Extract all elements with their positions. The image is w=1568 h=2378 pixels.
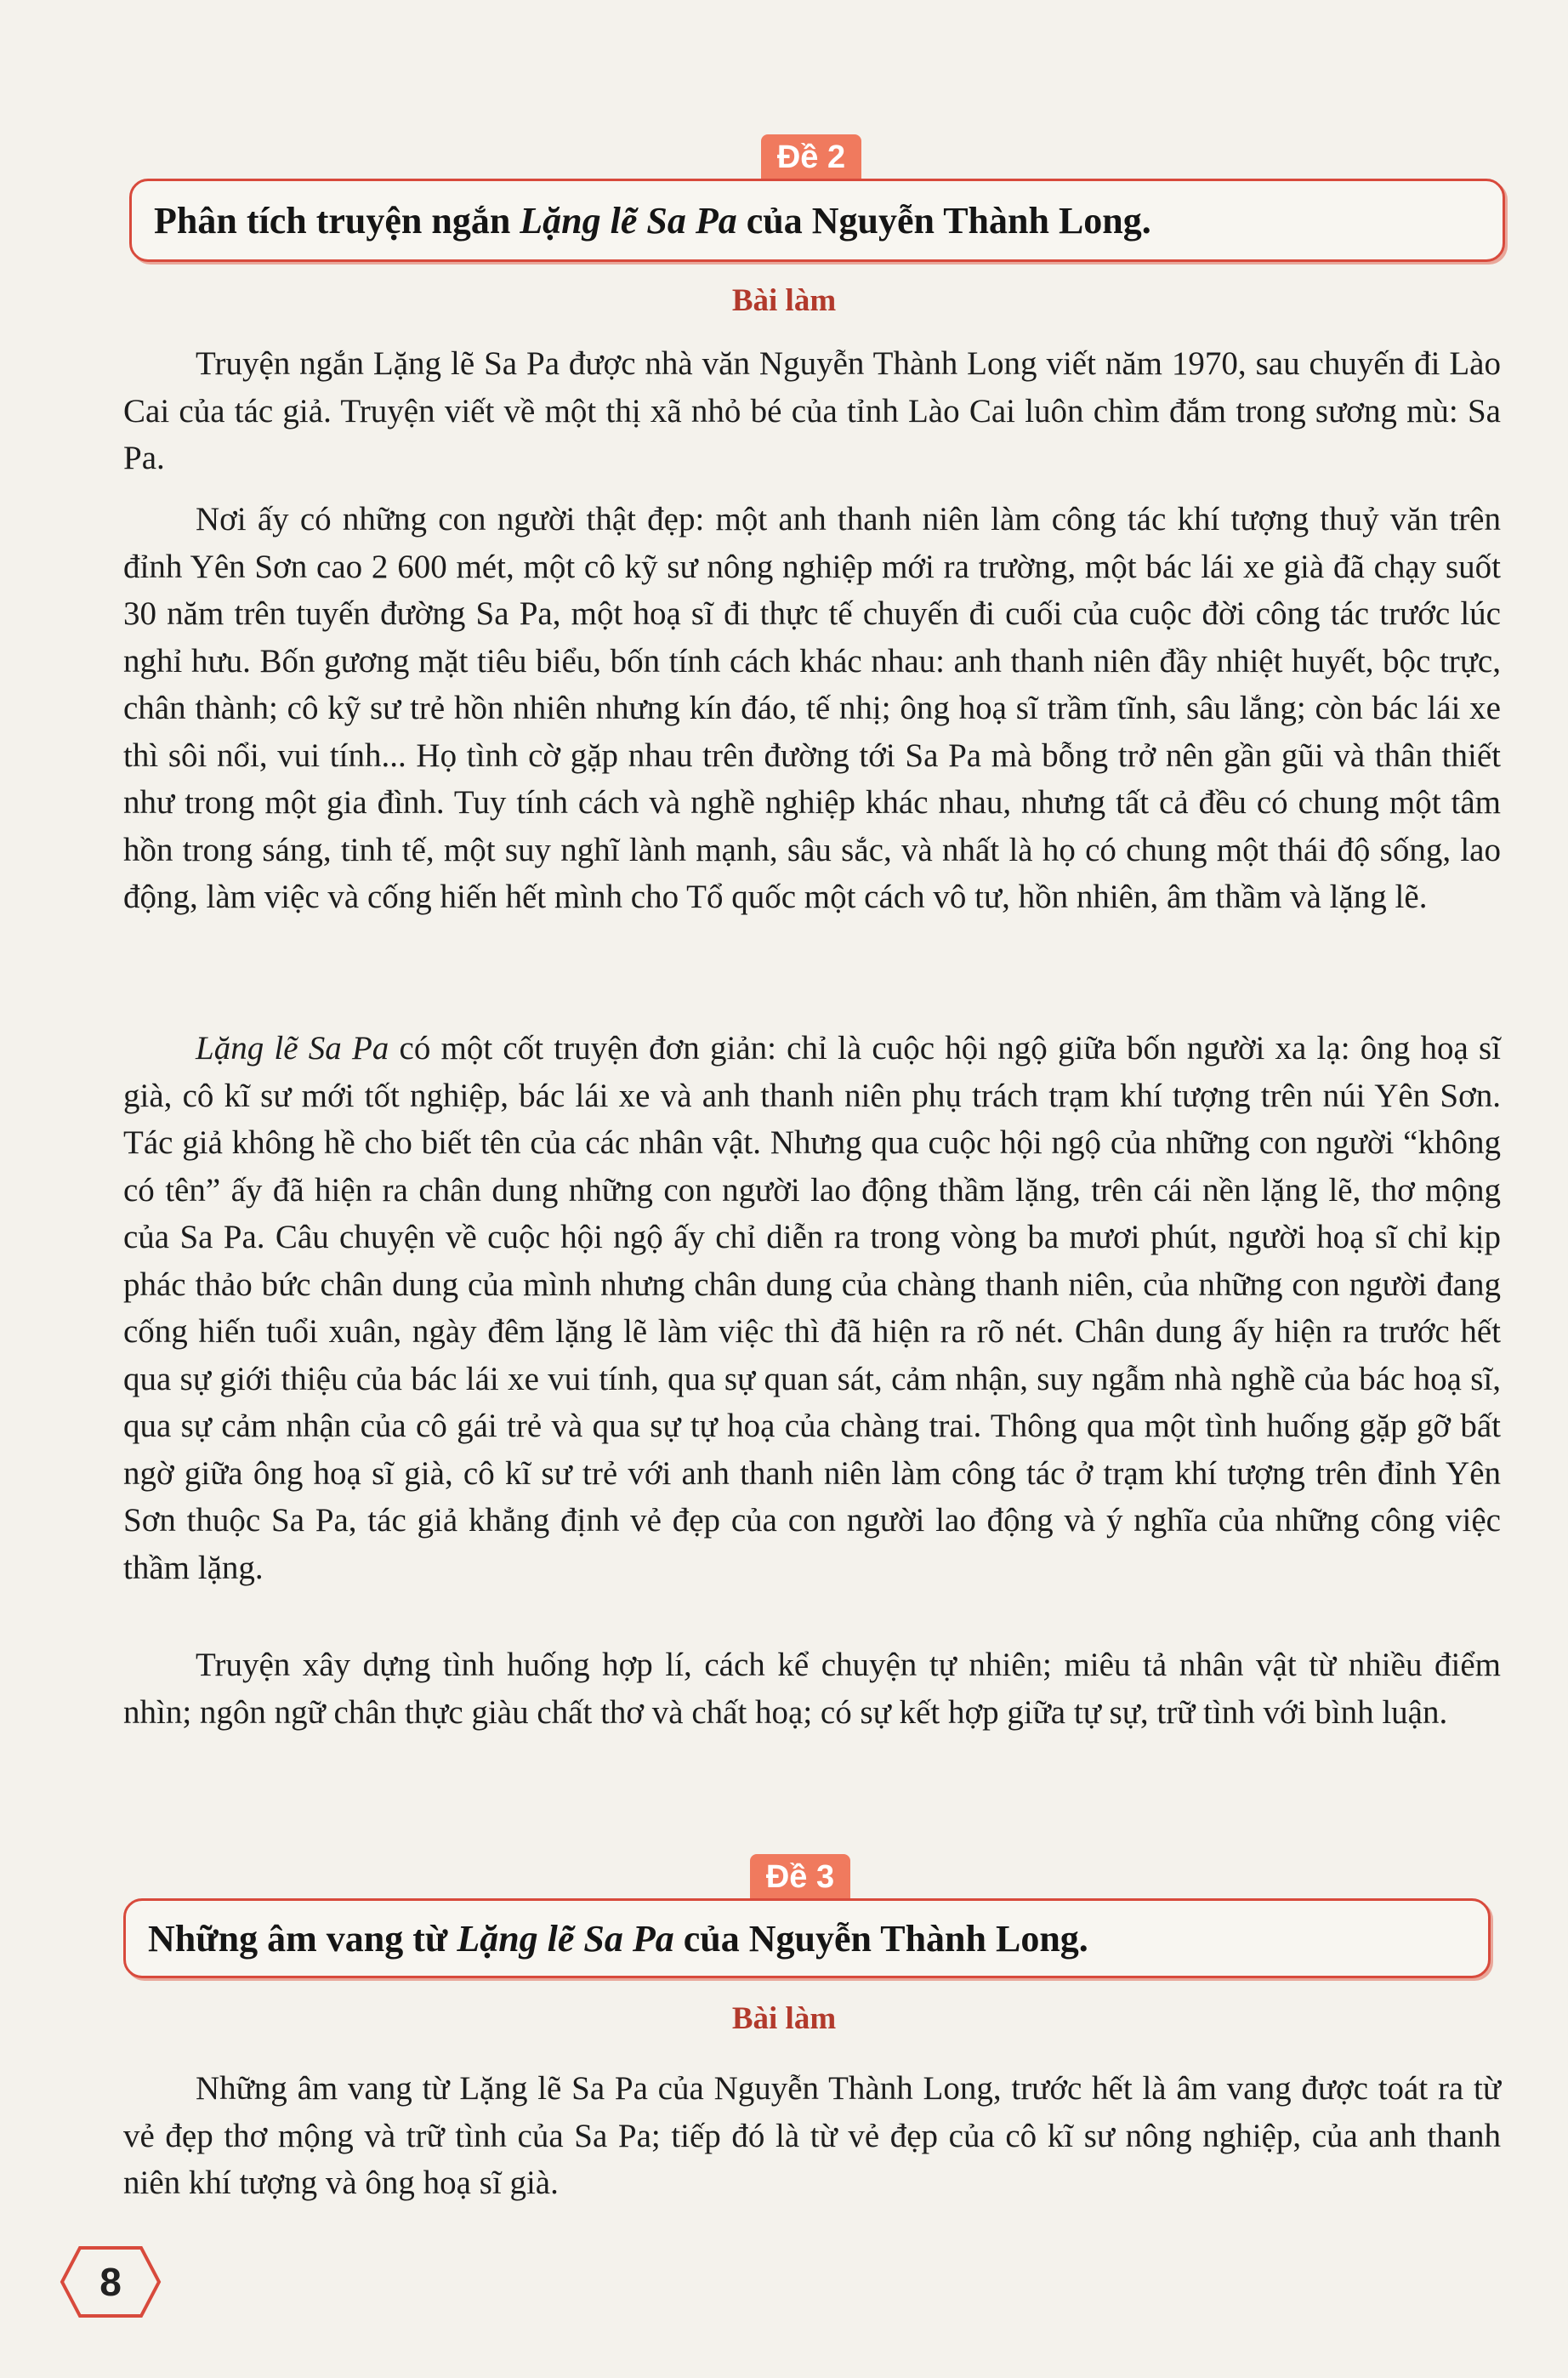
paragraph bbox=[123, 1025, 1501, 1591]
paragraph-text: Nơi ấy có những con người thật đẹp: một anh thanh niên làm công tác khí tượng thuỷ văn trên đỉnh Yên Sơn cao 2 600 mét, một cô kỹ sư nông nghiệp mới ra trường, một bác lái xe già đã chạy suốt 30 năm trên tuyến đường Sa Pa, một hoạ sĩ đi thực tế chuyến đi cuối của cuộc đời công tác trước lúc nghỉ hưu. Bốn gương mặt tiêu biểu, bốn tính cách khác nhau: anh thanh niên đầy nhiệt huyết, bộc trực, chân thành; cô kỹ sư trẻ hồn nhiên nhưng kín đáo, tế nhị; ông hoạ sĩ trầm tĩnh, sâu lắng; còn bác lái xe thì sôi nổi, vui tính... Họ tình cờ gặp nhau trên đường tới Sa Pa mà bỗng trở nên gần gũi và thân thiết như trong một gia đình. Tuy tính cách và nghề nghiệp khác nhau, nhưng tất cả đều có chung một tâm hồn trong sáng, tinh tế, một suy nghĩ lành mạnh, sâu sắc, và nhất là họ có chung một thái độ sống, lao động, làm việc và cống hiến hết mình cho Tổ quốc một cách vô tư, hồn nhiên, âm thầm và lặng lẽ. bbox=[123, 501, 1501, 915]
title-text-italic: Lặng lẽ Sa Pa bbox=[457, 1917, 674, 1960]
exercise-title-box bbox=[123, 1898, 1491, 1978]
exercise-tag: Đề 3 bbox=[750, 1854, 850, 1900]
exercise-title bbox=[148, 1901, 1088, 1976]
exercise-tag: Đề 2 bbox=[761, 134, 861, 180]
page-number: 8 bbox=[99, 2260, 122, 2304]
title-text-after: của Nguyễn Thành Long. bbox=[683, 1917, 1088, 1960]
paragraph bbox=[123, 1641, 1501, 1736]
exercise-title-box bbox=[129, 179, 1505, 262]
page-number-badge bbox=[60, 2245, 162, 2318]
paragraph-italic-lead: Lặng lẽ Sa Pa bbox=[196, 1030, 389, 1067]
answer-heading: Bài làm bbox=[731, 283, 837, 318]
paragraph bbox=[123, 340, 1501, 482]
paragraph-text: Những âm vang từ Lặng lẽ Sa Pa của Nguyễn Thành Long, trước hết là âm vang được toát ra từ vẻ đẹp thơ mộng và trữ tình của Sa Pa; tiếp đó là từ vẻ đẹp của cô kĩ sư nông nghiệp, của anh thanh niên khí tượng và ông hoạ sĩ già. bbox=[123, 2070, 1501, 2201]
title-text-italic: Lặng lẽ Sa Pa bbox=[520, 199, 737, 242]
exercise-title bbox=[154, 181, 1151, 259]
title-text-after: của Nguyễn Thành Long. bbox=[746, 199, 1151, 242]
title-text-before: Những âm vang từ bbox=[148, 1917, 448, 1960]
title-text-before: Phân tích truyện ngắn bbox=[154, 199, 511, 242]
paragraph-text: Truyện ngắn Lặng lẽ Sa Pa được nhà văn Nguyễn Thành Long viết năm 1970, sau chuyến đi Lào Cai của tác giả. Truyện viết về một thị xã nhỏ bé của tỉnh Lào Cai luôn chìm đắm trong sương mù: Sa Pa. bbox=[123, 345, 1501, 476]
paragraph-text: có một cốt truyện đơn giản: chỉ là cuộc hội ngộ giữa bốn người xa lạ: ông hoạ sĩ già, cô kĩ sư mới tốt nghiệp, bác lái xe và anh thanh niên phụ trách trạm khí tượng trên núi Yên Sơn. Tác giả không hề cho biết tên của các nhân vật. Nhưng qua cuộc hội ngộ của những con người “không có tên” ấy đã hiện ra chân dung những con người lao động thầm lặng, trên cái nền lặng lẽ, thơ mộng của Sa Pa. Câu chuyện về cuộc hội ngộ ấy chỉ diễn ra trong vòng ba mươi phút, người hoạ sĩ chỉ kịp phác thảo bức chân dung của mình nhưng chân dung của chàng thanh niên, của những con người đang cống hiến tuổi xuân, ngày đêm lặng lẽ làm việc thì đã hiện ra rõ nét. Chân dung ấy hiện ra trước hết qua sự giới thiệu của bác lái xe vui tính, qua sự quan sát, cảm nhận, suy ngẫm nhà nghề của bác hoạ sĩ, qua sự cảm nhận của cô gái trẻ và qua sự tự hoạ của chàng trai. Thông qua một tình huống gặp gỡ bất ngờ giữa ông hoạ sĩ già, cô kĩ sư trẻ với anh thanh niên làm công tác ở trạm khí tượng trên đỉnh Yên Sơn thuộc Sa Pa, tác giả khẳng định vẻ đẹp của con người lao động và ý nghĩa của những công việc thầm lặng. bbox=[123, 1030, 1501, 1586]
answer-heading: Bài làm bbox=[731, 2001, 837, 2036]
paragraph bbox=[123, 496, 1501, 921]
paragraph bbox=[123, 2065, 1501, 2207]
paragraph-text: Truyện xây dựng tình huống hợp lí, cách kể chuyện tự nhiên; miêu tả nhân vật từ nhiều điểm nhìn; ngôn ngữ chân thực giàu chất thơ và chất hoạ; có sự kết hợp giữa tự sự, trữ tình với bình luận. bbox=[123, 1647, 1501, 1731]
